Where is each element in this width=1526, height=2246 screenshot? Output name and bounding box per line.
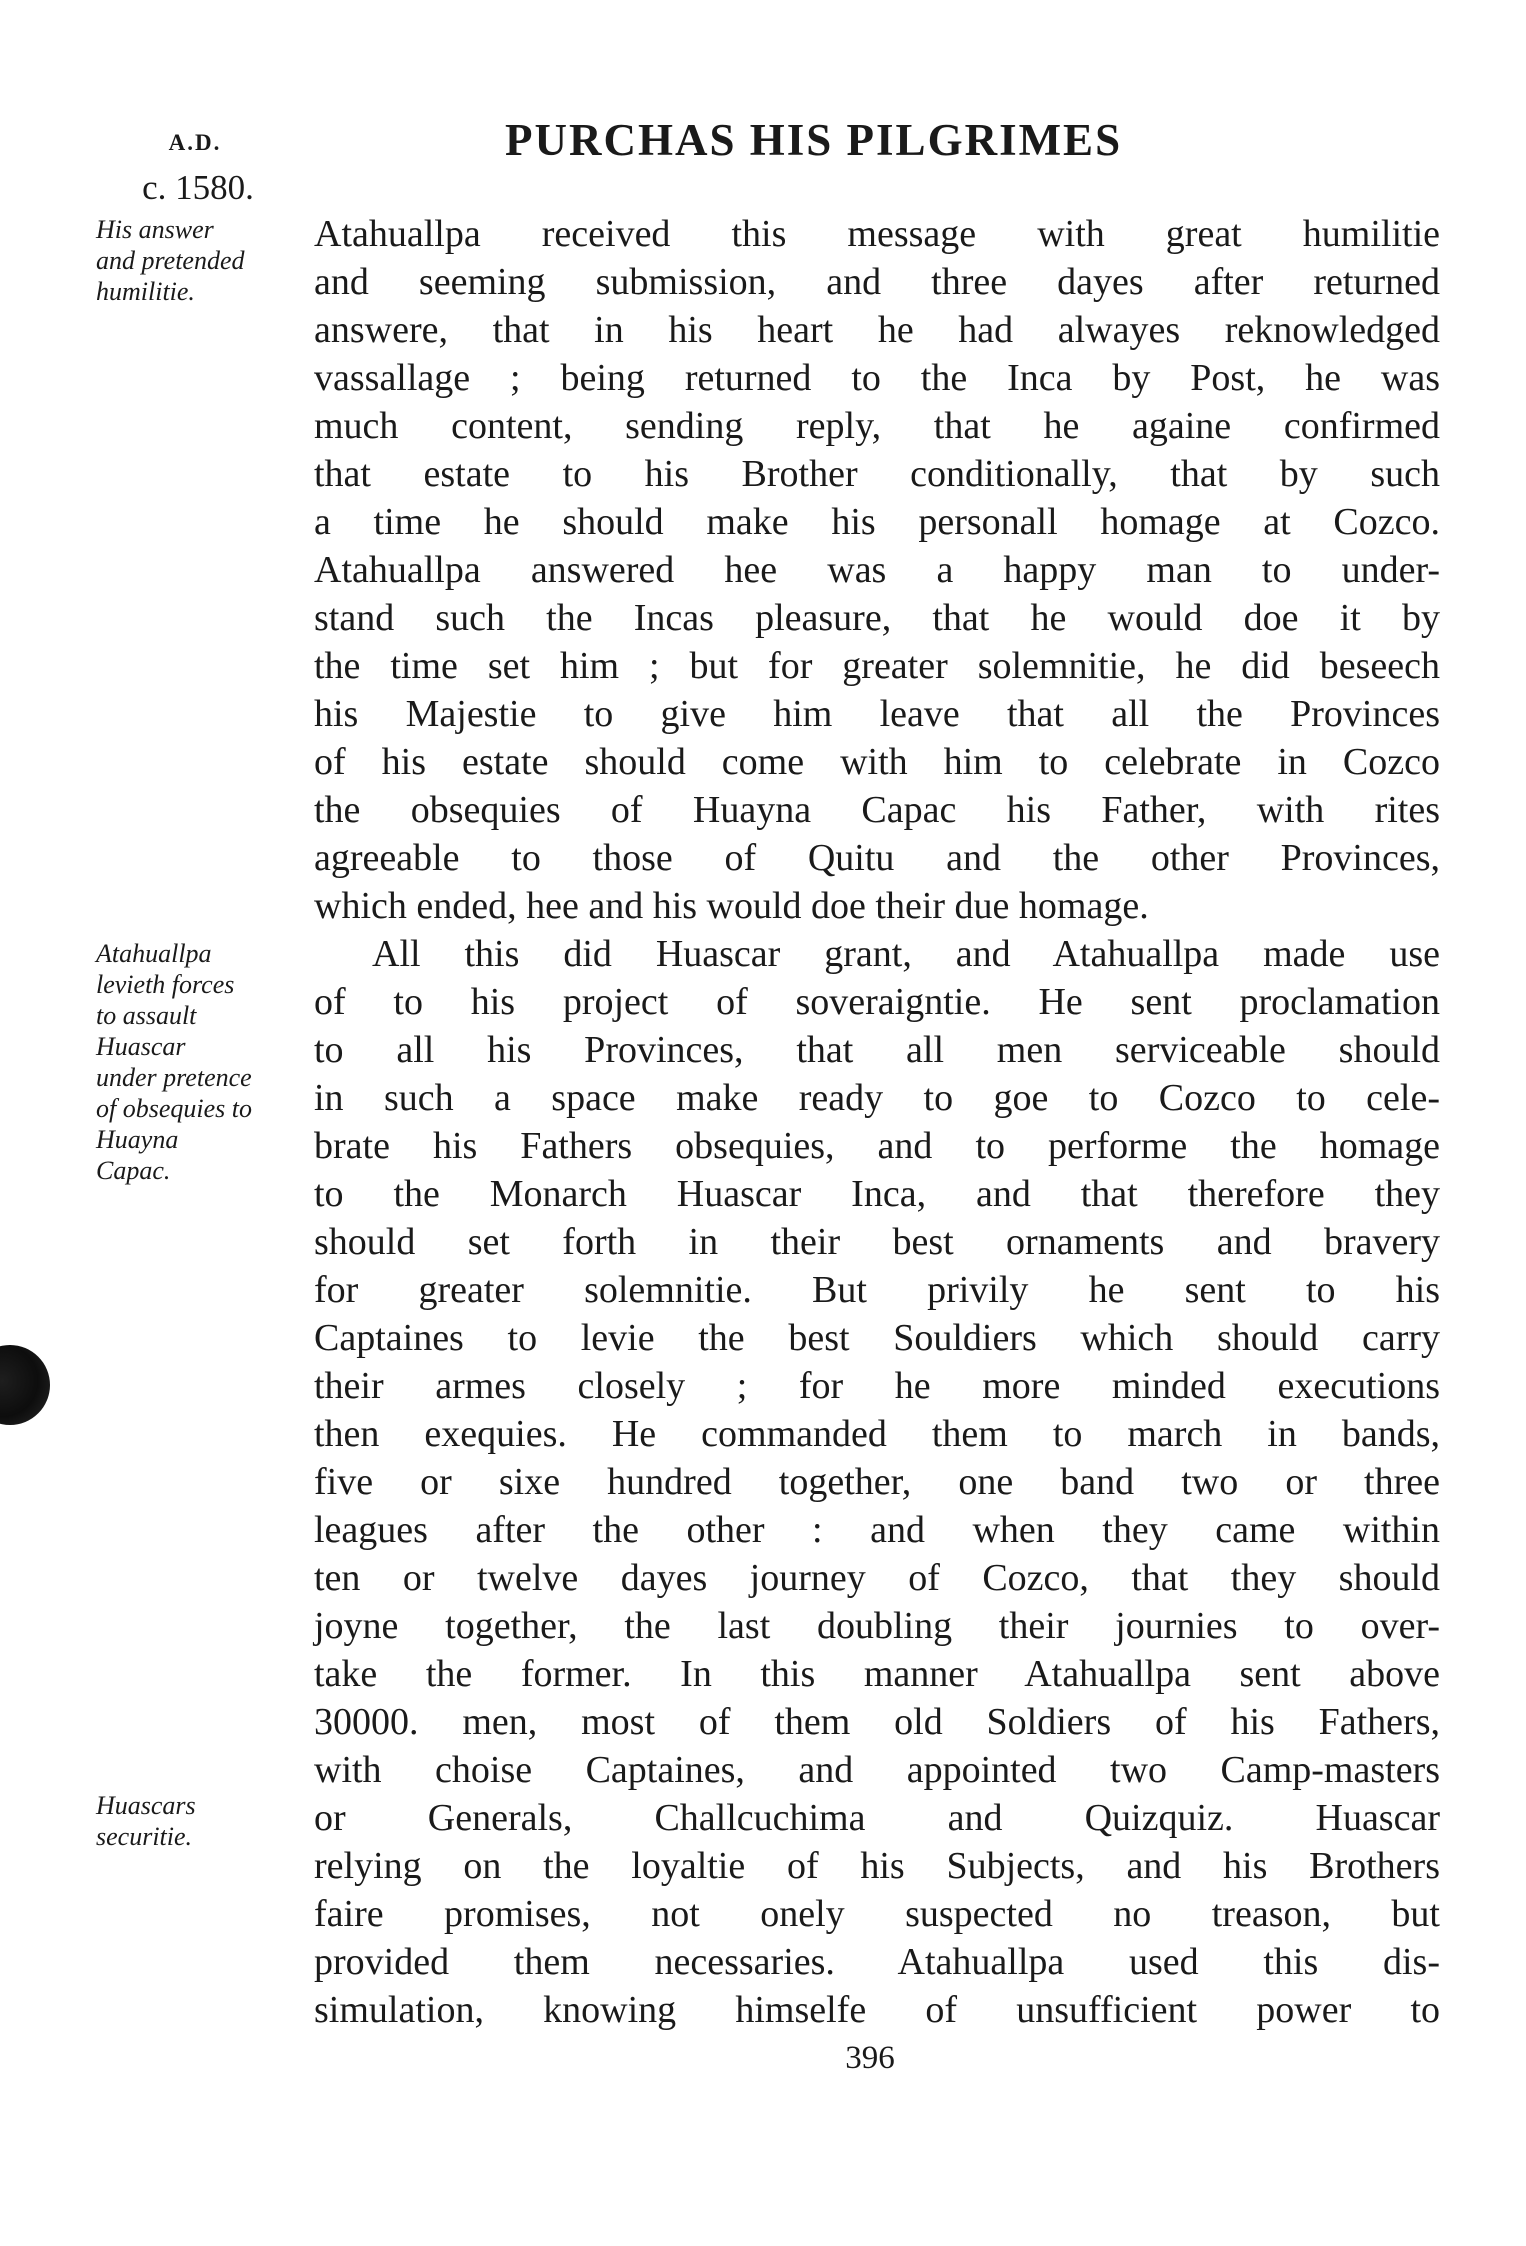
- sidenote-line: Capac.: [96, 1156, 171, 1185]
- sidenote-line: humilitie.: [96, 277, 195, 306]
- text-line: ten or twelve dayes journey of Cozco, that they should: [314, 1557, 1440, 1599]
- date-label: A.D.: [168, 130, 222, 155]
- text-line: leagues after the other : and when they came within: [314, 1509, 1440, 1551]
- text-line: then exequies. He commanded them to march in bands,: [314, 1413, 1440, 1455]
- text-line: and seeming submission, and three dayes after returned: [314, 261, 1440, 303]
- sidenote-line: levieth forces: [96, 970, 235, 999]
- running-title: PURCHAS HIS PILGRIMES: [505, 115, 1123, 165]
- text-line: Atahuallpa answered hee was a happy man to under-: [314, 549, 1440, 591]
- text-line: to the Monarch Huascar Inca, and that therefore they: [314, 1173, 1440, 1215]
- sidenote-line: Huascars: [96, 1791, 196, 1820]
- text-line: simulation, knowing himselfe of unsufficient power to: [314, 1989, 1440, 2031]
- sidenote-line: Atahuallpa: [96, 939, 212, 968]
- sidenote-his-answer: [96, 214, 306, 307]
- sidenote-line: to assault: [96, 1001, 197, 1030]
- text-line: stand such the Incas pleasure, that he would doe it by: [314, 597, 1440, 639]
- text-line: their armes closely ; for he more minded executions: [314, 1365, 1440, 1407]
- text-line: relying on the loyaltie of his Subjects, and his Brothers: [314, 1845, 1440, 1887]
- text-line: take the former. In this manner Atahuallpa sent above: [314, 1653, 1440, 1695]
- text-line: in such a space make ready to goe to Cozco to cele-: [314, 1077, 1440, 1119]
- text-line: joyne together, the last doubling their journies to over-: [314, 1605, 1440, 1647]
- sidenote-line: His answer: [96, 215, 214, 244]
- date-value: c. 1580.: [142, 168, 254, 207]
- main-text-column: [314, 210, 1440, 2034]
- sidenote-line: and pretended: [96, 246, 245, 275]
- text-line: provided them necessaries. Atahuallpa used this dis-: [314, 1941, 1440, 1983]
- text-line: agreeable to those of Quitu and the other Provinces,: [314, 837, 1440, 879]
- text-line: with choise Captaines, and appointed two Camp-masters: [314, 1749, 1440, 1791]
- sidenote-line: Huayna: [96, 1125, 179, 1154]
- sidenote-line: under pretence: [96, 1063, 252, 1092]
- text-line: 30000. men, most of them old Soldiers of his Fathers,: [314, 1701, 1440, 1743]
- text-line: that estate to his Brother conditionally, that by such: [314, 453, 1440, 495]
- text-line: All this did Huascar grant, and Atahuallpa made use: [372, 933, 1440, 975]
- text-line: vassallage ; being returned to the Inca by Post, he was: [314, 357, 1440, 399]
- text-line: five or sixe hundred together, one band two or three: [314, 1461, 1440, 1503]
- sidenote-atahuallpa-forces: [96, 938, 306, 1186]
- text-line: answere, that in his heart he had alwayes reknowledged: [314, 309, 1440, 351]
- text-line: for greater solemnitie. But privily he sent to his: [314, 1269, 1440, 1311]
- page-edge-blot: [0, 1345, 50, 1425]
- text-line: much content, sending reply, that he againe confirmed: [314, 405, 1440, 447]
- text-line: brate his Fathers obsequies, and to performe the homage: [314, 1125, 1440, 1167]
- text-line: of his estate should come with him to celebrate in Cozco: [314, 741, 1440, 783]
- text-line: a time he should make his personall homage at Cozco.: [314, 501, 1440, 543]
- page-number: 396: [845, 2040, 895, 2076]
- text-line: Atahuallpa received this message with great humilitie: [314, 213, 1440, 255]
- text-line: Captaines to levie the best Souldiers which should carry: [314, 1317, 1440, 1359]
- text-line: faire promises, not onely suspected no treason, but: [314, 1893, 1440, 1935]
- text-line: the obsequies of Huayna Capac his Father, with rites: [314, 789, 1440, 831]
- text-line: should set forth in their best ornaments and bravery: [314, 1221, 1440, 1263]
- sidenote-line: securitie.: [96, 1822, 193, 1851]
- sidenote-line: of obsequies to: [96, 1094, 252, 1123]
- text-line: the time set him ; but for greater solemnitie, he did beseech: [314, 645, 1440, 687]
- text-line: or Generals, Challcuchima and Quizquiz. Huascar: [314, 1797, 1440, 1839]
- text-line: of to his project of soveraigntie. He sent proclamation: [314, 981, 1440, 1023]
- sidenote-huascars-securitie: [96, 1790, 306, 1852]
- text-line: which ended, hee and his would doe their due homage.: [314, 885, 1149, 927]
- sidenote-line: Huascar: [96, 1032, 186, 1061]
- text-line: his Majestie to give him leave that all the Provinces: [314, 693, 1440, 735]
- text-line: to all his Provinces, that all men serviceable should: [314, 1029, 1440, 1071]
